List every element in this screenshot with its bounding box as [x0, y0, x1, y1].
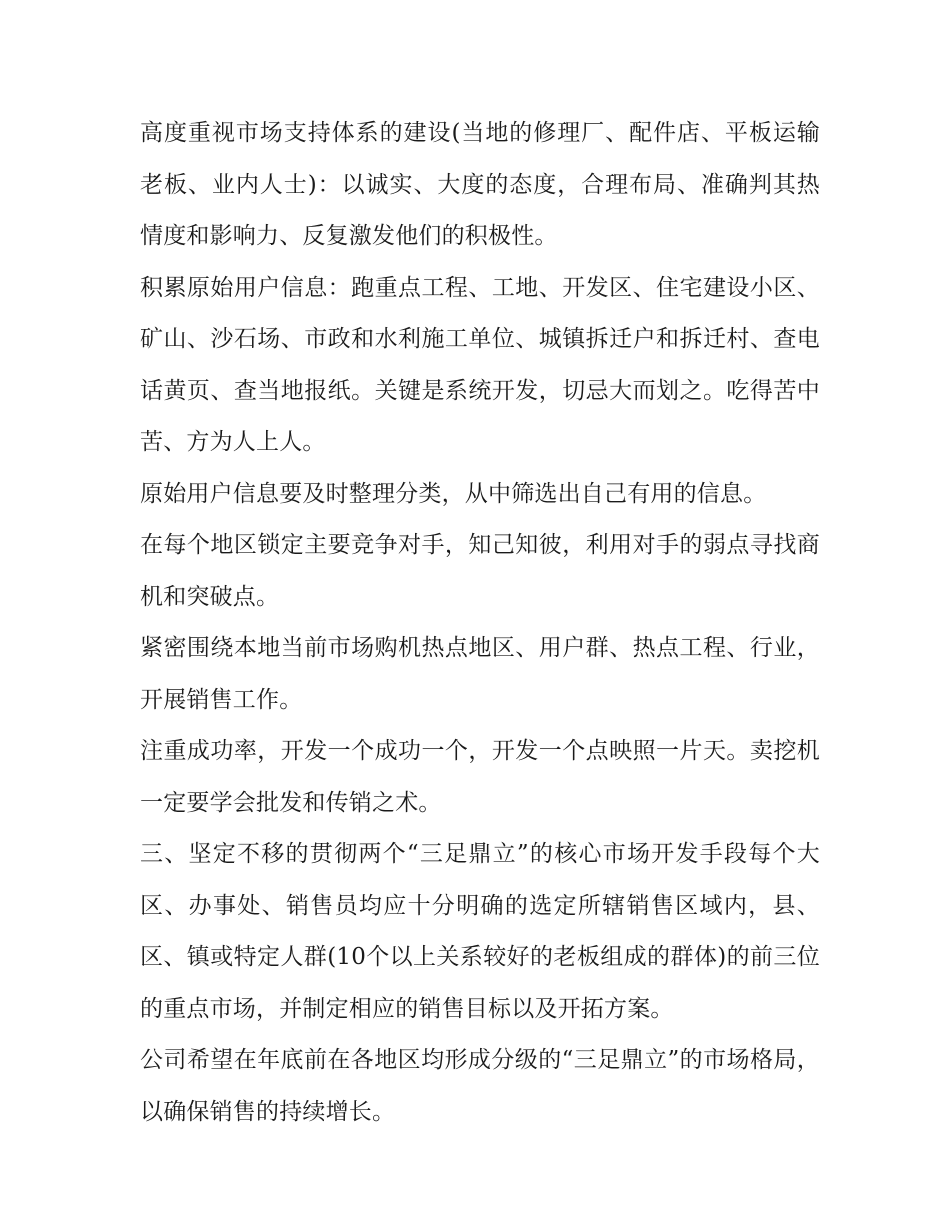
paragraph-success-rate: 注重成功率，开发一个成功一个，开发一个点映照一片天。卖挖机一定要学会批发和传销之术。 [140, 738, 820, 816]
paragraph-hotspots: 紧密围绕本地当前市场购机热点地区、用户群、热点工程、行业，开展销售工作。 [140, 635, 820, 713]
paragraph-sort-info: 原始用户信息要及时整理分类，从中筛选出自己有用的信息。 [140, 480, 767, 507]
paragraph-competitors: 在每个地区锁定主要竞争对手，知己知彼，利用对手的弱点寻找商机和突破点。 [140, 532, 820, 610]
paragraph-core-markets: 三、坚定不移的贯彻两个“三足鼎立”的核心市场开发手段每个大区、办事处、销售员均应十分明确的选定所辖销售区域内，县、区、镇或特定人群(10个以上关系较好的老板组成的群体)的前三位的重点市场，并制定相应的销售目标以及开拓方案。 [140, 841, 820, 1022]
paragraph-market-pattern: 公司希望在年底前在各地区均形成分级的“三足鼎立”的市场格局，以确保销售的持续增长。 [140, 1047, 820, 1125]
paragraph-market-support: 高度重视市场支持体系的建设(当地的修理厂、配件店、平板运输老板、业内人士)：以诚实、大度的态度，合理布局、准确判其热情度和影响力、反复激发他们的积极性。 [140, 120, 820, 249]
paragraph-user-info: 积累原始用户信息：跑重点工程、工地、开发区、住宅建设小区、矿山、沙石场、市政和水利施工单位、城镇拆迁户和拆迁村、查电话黄页、查当地报纸。关键是系统开发，切忌大而划之。吃得苦中苦、方为人上人。 [140, 274, 820, 455]
document-body [140, 108, 820, 1138]
